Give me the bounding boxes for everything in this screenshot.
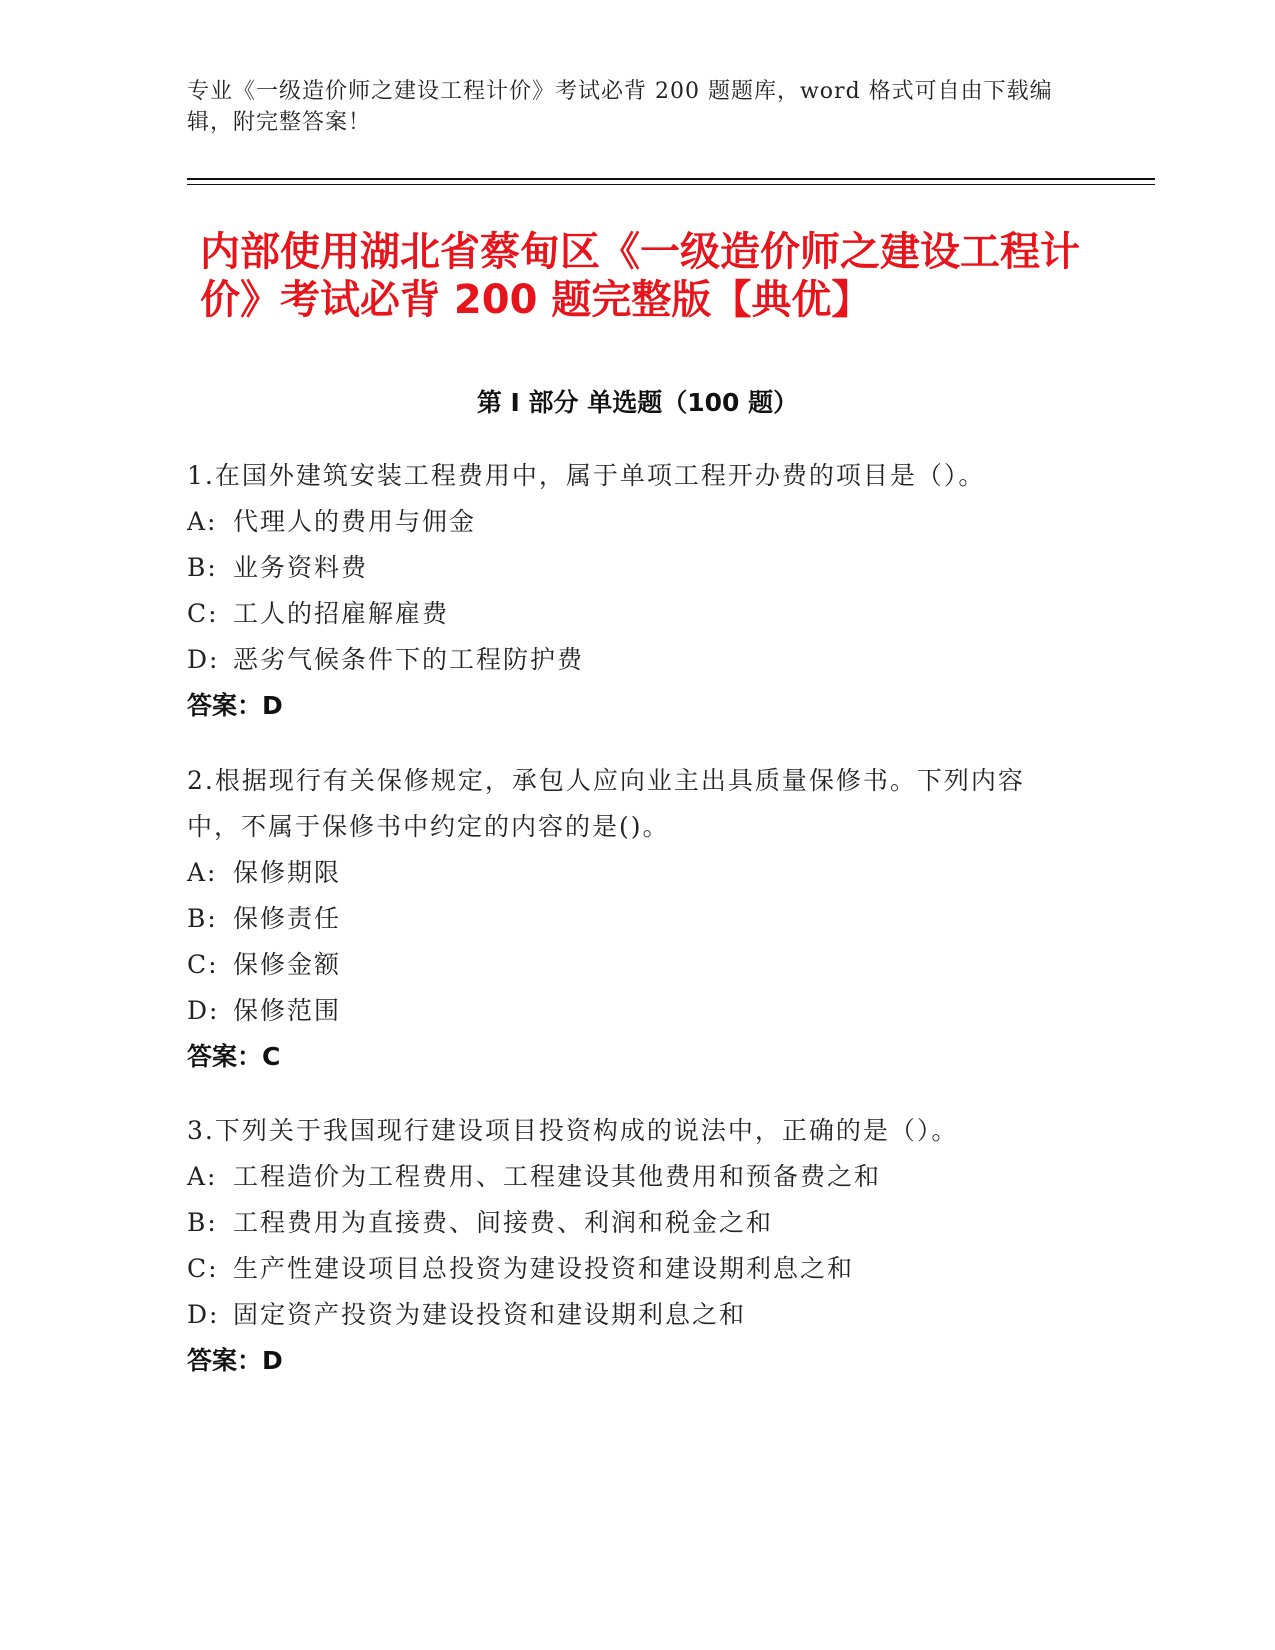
option-text: 工人的招雇解雇费	[233, 599, 450, 628]
document-title: 内部使用湖北省蔡甸区《一级造价师之建设工程计价》考试必背 200 题完整版【典优】	[200, 229, 1080, 323]
header-rule-thick	[187, 178, 1155, 180]
option-a	[187, 850, 1067, 896]
option-key: B:	[187, 904, 218, 933]
option-text: 保修金额	[233, 950, 342, 979]
question-stem: 2.根据现行有关保修规定，承包人应向业主出具质量保修书。下列内容中，不属于保修书中约定的内容的是()。	[187, 766, 1025, 841]
question-stem: 1.在国外建筑安装工程费用中，属于单项工程开办费的项目是（）。	[187, 461, 986, 490]
option-text: 保修范围	[233, 996, 342, 1025]
option-text: 保修期限	[233, 858, 342, 887]
option-text: 代理人的费用与佣金	[233, 507, 477, 536]
option-text: 恶劣气候条件下的工程防护费	[233, 645, 585, 674]
question-2	[187, 758, 1067, 1080]
option-key: D:	[187, 645, 220, 674]
question-stem: 3.下列关于我国现行建设项目投资构成的说法中，正确的是（）。	[187, 1116, 959, 1145]
option-text: 工程造价为工程费用、工程建设其他费用和预备费之和	[233, 1162, 882, 1191]
option-text: 生产性建设项目总投资为建设投资和建设期利息之和	[233, 1254, 855, 1283]
option-key: A:	[187, 1162, 218, 1191]
option-c	[187, 1246, 1067, 1292]
option-b	[187, 896, 1067, 942]
option-d	[187, 637, 1067, 683]
header-rule-thin	[187, 184, 1155, 185]
option-c	[187, 591, 1067, 637]
question-3	[187, 1108, 1067, 1384]
option-b	[187, 545, 1067, 591]
option-text: 工程费用为直接费、间接费、利润和税金之和	[233, 1208, 774, 1237]
option-key: B:	[187, 553, 218, 582]
option-key: D:	[187, 1300, 220, 1329]
section-heading: 第 I 部分 单选题（100 题）	[476, 388, 799, 417]
option-key: C:	[187, 599, 219, 628]
answer-line: 答案：D	[187, 691, 283, 720]
option-b	[187, 1200, 1067, 1246]
question-1	[187, 453, 1067, 729]
option-text: 固定资产投资为建设投资和建设期利息之和	[233, 1300, 747, 1329]
option-text: 业务资料费	[233, 553, 369, 582]
option-key: D:	[187, 996, 220, 1025]
option-text: 保修责任	[233, 904, 342, 933]
option-key: C:	[187, 1254, 219, 1283]
option-c	[187, 942, 1067, 988]
answer-line: 答案：D	[187, 1346, 283, 1375]
option-a	[187, 499, 1067, 545]
option-key: C:	[187, 950, 219, 979]
option-key: B:	[187, 1208, 218, 1237]
option-key: A:	[187, 858, 218, 887]
option-d	[187, 1292, 1067, 1338]
answer-line: 答案：C	[187, 1042, 281, 1071]
option-a	[187, 1154, 1067, 1200]
option-key: A:	[187, 507, 218, 536]
option-d	[187, 988, 1067, 1034]
header-note: 专业《一级造价师之建设工程计价》考试必背 200 题题库，word 格式可自由下载编辑，附完整答案！	[187, 79, 1053, 135]
